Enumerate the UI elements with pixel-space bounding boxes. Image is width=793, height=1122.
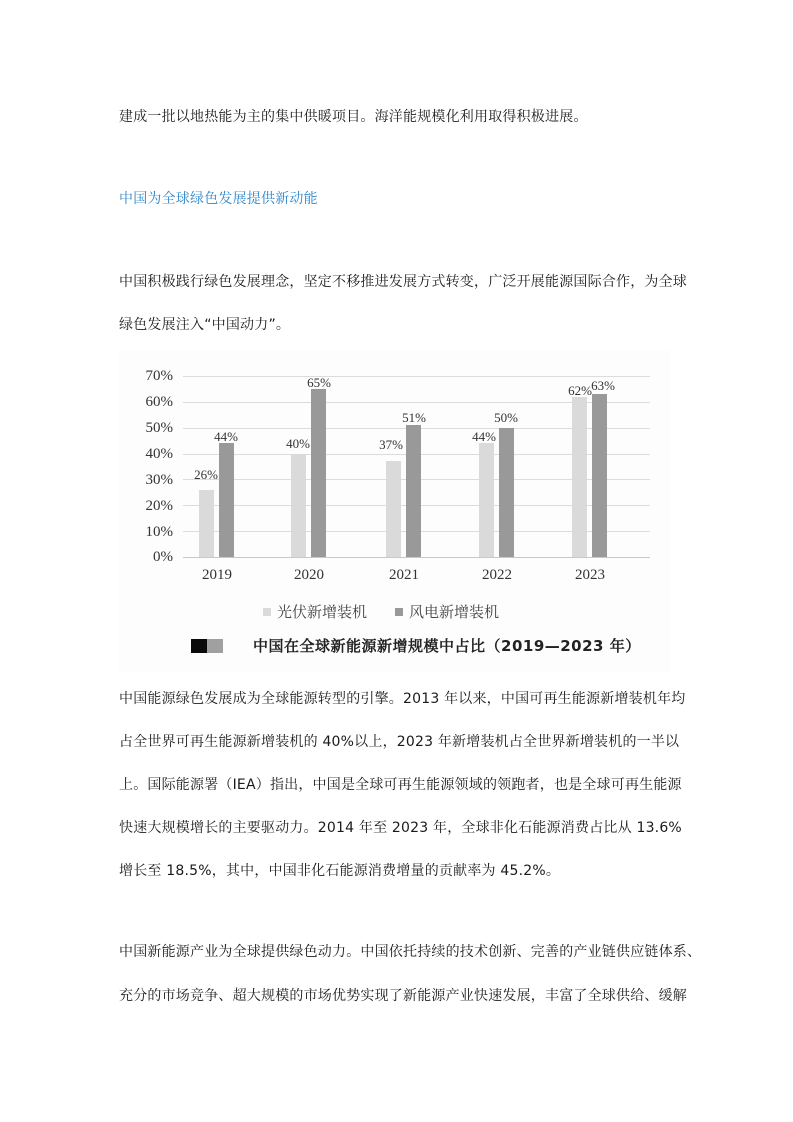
y-tick: 10%: [145, 524, 173, 540]
caption-marker-gray: [207, 639, 223, 653]
value-label: 44%: [214, 429, 238, 444]
paragraph-line: 增长至 18.5%，其中，中国非化石能源消费增量的贡献率为 45.2%。: [119, 863, 561, 879]
bar-pv-2021: [386, 461, 401, 557]
value-label: 65%: [307, 375, 331, 390]
grid-line: [183, 376, 650, 377]
x-tick: 2020: [294, 567, 324, 583]
paragraph-line: 中国新能源产业为全球提供绿色动力。中国依托持续的技术创新、完善的产业链供应链体系、: [119, 944, 702, 960]
paragraph-line: 建成一批以地热能为主的集中供暖项目。海洋能规模化利用取得积极进展。: [119, 109, 588, 125]
value-label: 40%: [286, 436, 310, 451]
paragraph-line: 快速大规模增长的主要驱动力。2014 年至 2023 年，全球非化石能源消费占比从 13.6%: [119, 820, 682, 836]
paragraph-line: 充分的市场竞争、超大规模的市场优势实现了新能源产业快速发展，丰富了全球供给、缓解: [119, 988, 687, 1004]
x-tick: 2022: [482, 567, 512, 583]
bar-pv-2019: [199, 490, 214, 557]
legend-swatch-wind: [395, 608, 403, 616]
paragraph-line: 中国积极践行绿色发展理念，坚定不移推进发展方式转变，广泛开展能源国际合作，为全球: [119, 274, 687, 290]
y-tick: 20%: [145, 498, 173, 514]
value-label: 37%: [379, 437, 403, 452]
y-tick: 50%: [145, 420, 173, 436]
bar-pv-2022: [479, 443, 494, 557]
bar-pv-2020: [291, 454, 306, 557]
y-tick: 30%: [145, 472, 173, 488]
paragraph-line: 中国能源绿色发展成为全球能源转型的引擎。2013 年以来，中国可再生能源新增装机年均: [119, 691, 686, 707]
value-label: 50%: [494, 410, 518, 425]
caption-marker-black: [191, 639, 207, 653]
legend-item-wind: [395, 601, 499, 622]
value-label: 51%: [402, 410, 426, 425]
value-label: 62%: [568, 383, 592, 398]
bar-wind-2023: [592, 394, 607, 557]
y-tick: 60%: [145, 394, 173, 410]
chart-title: 中国在全球新能源新增规模中占比（2019—2023 年）: [253, 637, 641, 655]
paragraph-line: 上。国际能源署（IEA）指出，中国是全球可再生能源领域的领跑者，也是全球可再生能源: [119, 777, 682, 793]
x-axis-line: [183, 557, 650, 558]
legend-swatch-pv: [263, 608, 271, 616]
y-tick: 40%: [145, 446, 173, 462]
bar-wind-2020: [311, 389, 326, 557]
value-label: 63%: [591, 378, 615, 393]
x-tick: 2021: [389, 567, 419, 583]
bar-wind-2022: [499, 428, 514, 557]
value-label: 26%: [194, 467, 218, 482]
y-tick: 70%: [145, 368, 173, 384]
x-tick: 2023: [575, 567, 605, 583]
bar-wind-2019: [219, 443, 234, 557]
bar-pv-2023: [572, 397, 587, 557]
y-tick: 0%: [153, 549, 173, 565]
paragraph-line: 占全世界可再生能源新增装机的 40%以上，2023 年新增装机占全世界新增装机的一半以: [119, 734, 680, 750]
bar-chart: [118, 350, 670, 672]
legend-label: 风电新增装机: [409, 605, 500, 621]
x-tick: 2019: [202, 567, 232, 583]
value-label: 44%: [472, 429, 496, 444]
paragraph-line: 绿色发展注入“中国动力”。: [119, 317, 291, 333]
legend-item-pv: [263, 601, 367, 622]
chart-caption: [191, 635, 641, 656]
section-heading: 中国为全球绿色发展提供新动能: [119, 191, 318, 207]
legend-label: 光伏新增装机: [277, 605, 368, 621]
